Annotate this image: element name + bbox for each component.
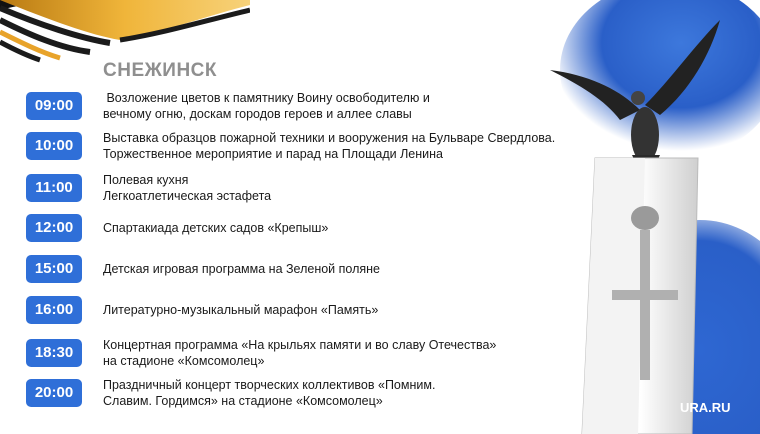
schedule-row xyxy=(26,92,626,120)
event-line-1: Спартакиада детских садов «Крепыш» xyxy=(103,221,329,235)
time-badge: 12:00 xyxy=(26,214,82,242)
schedule-row xyxy=(26,255,626,283)
event-line-1: Детская игровая программа на Зеленой поляне xyxy=(103,262,380,276)
schedule-row xyxy=(26,296,626,324)
ura-logo: URA.RU xyxy=(680,400,731,415)
time-badge: 15:00 xyxy=(26,255,82,283)
time-badge: 11:00 xyxy=(26,174,82,202)
event-description xyxy=(103,172,623,204)
time-badge: 18:30 xyxy=(26,339,82,367)
time-badge: 20:00 xyxy=(26,379,82,407)
event-description xyxy=(103,377,623,409)
schedule-row xyxy=(26,379,626,407)
event-line-2: Легкоатлетическая эстафета xyxy=(103,189,272,203)
event-line-1: Праздничный концерт творческих коллективов «Помним. xyxy=(103,378,436,392)
event-description xyxy=(103,337,623,369)
event-description xyxy=(103,220,623,236)
event-description xyxy=(103,261,623,277)
event-line-1: Литературно-музыкальный марафон «Память» xyxy=(103,303,379,317)
schedule-row xyxy=(26,339,626,367)
schedule-row xyxy=(26,132,626,160)
event-line-1: Выставка образцов пожарной техники и вооружения на Бульваре Свердлова. xyxy=(103,131,556,145)
event-line-2: вечному огню, доскам городов героев и аллее славы xyxy=(103,107,412,121)
event-line-1: Полевая кухня xyxy=(103,173,189,187)
time-badge: 10:00 xyxy=(26,132,82,160)
time-badge: 16:00 xyxy=(26,296,82,324)
event-line-2: Торжественное мероприятие и парад на Площади Ленина xyxy=(103,147,443,161)
event-line-1: Концертная программа «На крыльях памяти и во славу Отечества» xyxy=(103,338,497,352)
city-title: СНЕЖИНСК xyxy=(103,60,217,81)
event-line-1: Возложение цветов к памятнику Воину освободителю и xyxy=(103,91,430,105)
event-line-2: Славим. Гордимся» на стадионе «Комсомолец» xyxy=(103,394,383,408)
event-line-2: на стадионе «Комсомолец» xyxy=(103,354,265,368)
event-description xyxy=(103,90,623,122)
event-description xyxy=(103,130,623,162)
event-description xyxy=(103,302,623,318)
time-badge: 09:00 xyxy=(26,92,82,120)
schedule-row xyxy=(26,174,626,202)
schedule-row xyxy=(26,214,626,242)
